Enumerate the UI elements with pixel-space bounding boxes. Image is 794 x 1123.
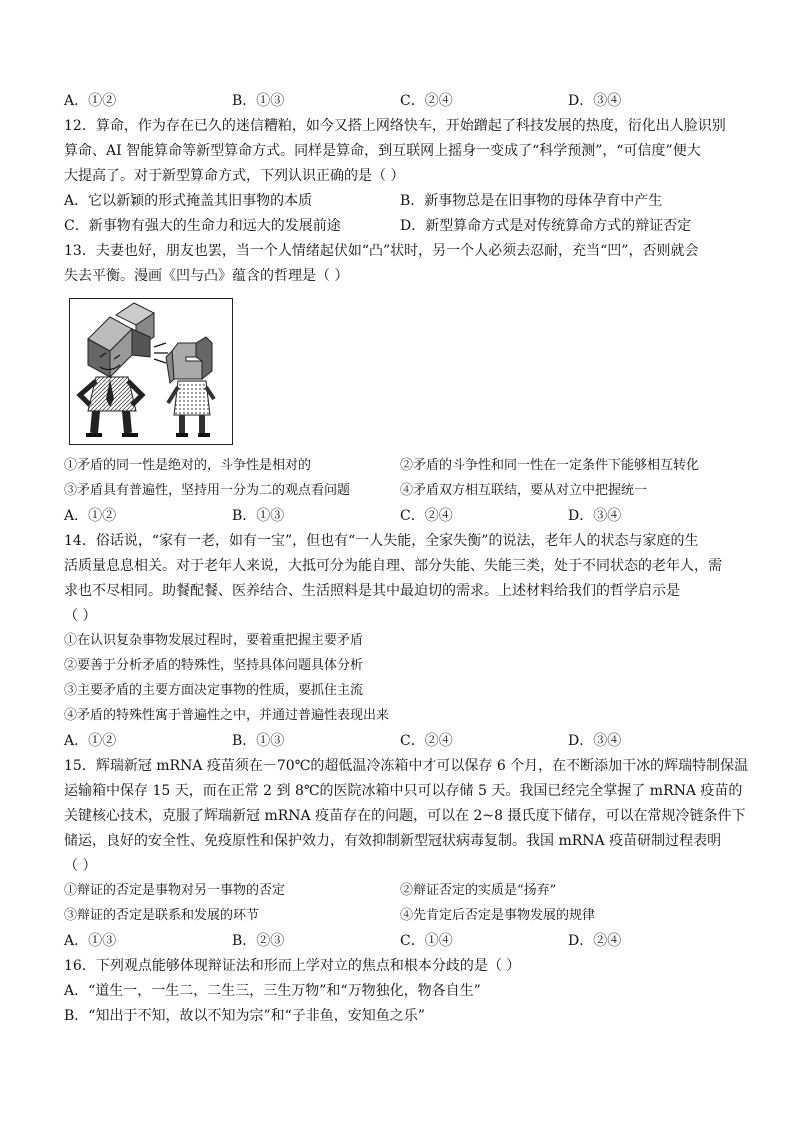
- q16-option-b[interactable]: B．“知出于不知，故以不知为宗”和“子非鱼，安知鱼之乐”: [64, 1008, 425, 1024]
- q12-options-row-1: [64, 191, 744, 211]
- option-a[interactable]: A．①②: [64, 508, 117, 524]
- option-c[interactable]: C．②④: [400, 508, 453, 524]
- statement-1: ①矛盾的同一性是绝对的，斗争性是相对的: [64, 458, 312, 473]
- option-b[interactable]: B．②③: [232, 933, 285, 949]
- q12-stem-line-1: 12．算命，作为存在已久的迷信糟粕，如今又搭上网络快车，开始蹭起了科技发展的热度，衍化出人脸识别: [64, 118, 726, 134]
- option-b[interactable]: B．①③: [232, 93, 285, 109]
- q13-stem-line-1: 13．夫妻也好，朋友也罢，当一个人情绪起伏如“凸”状时，另一个人必须去忍耐，充当“凹”，否则就会: [64, 243, 699, 259]
- q13-statements-row-1: [64, 456, 744, 476]
- q13-stem-line-2: 失去平衡。漫画《凹与凸》蕴含的哲理是（ ）: [64, 268, 349, 284]
- q14-statement-1: ①在认识复杂事物发展过程时，要着重把握主要矛盾: [64, 633, 364, 648]
- q14-statement-2: ②要善于分析矛盾的特殊性，坚持具体问题具体分析: [64, 658, 364, 673]
- q15-statements-row-2: [64, 906, 744, 926]
- option-a[interactable]: A．①②: [64, 93, 117, 109]
- q11-options: [64, 91, 744, 111]
- q13-statements-row-2: [64, 481, 744, 501]
- q14-statement-4: ④矛盾的特殊性寓于普遍性之中，并通过普遍性表现出来: [64, 708, 390, 723]
- statement-2: ②辩证否定的实质是“扬弃”: [400, 883, 557, 898]
- option-b[interactable]: B．新事物总是在旧事物的母体孕育中产生: [400, 193, 663, 209]
- option-d[interactable]: D．③④: [568, 733, 622, 749]
- option-a[interactable]: A．它以新颖的形式掩盖其旧事物的本质: [64, 193, 313, 209]
- option-b[interactable]: B．①③: [232, 733, 285, 749]
- option-d[interactable]: D．②④: [568, 933, 622, 949]
- cartoon-concave-convex: [69, 298, 233, 445]
- option-a[interactable]: A．①②: [64, 733, 117, 749]
- statement-2: ②矛盾的斗争性和同一性在一定条件下能够相互转化: [400, 458, 700, 473]
- option-c[interactable]: C．①④: [400, 933, 453, 949]
- q14-statement-3: ③主要矛盾的主要方面决定事物的性质，要抓住主流: [64, 683, 364, 698]
- q14-stem-line-3: 求也不尽相同。助餐配餐、医养结合、生活照料是其中最迫切的需求。上述材料给我们的哲学启示是: [64, 583, 680, 599]
- q14-stem-line-1: 14．俗话说，“家有一老，如有一宝”，但也有“一人失能，全家失衡”的说法，老年人的状态与家庭的生: [64, 533, 699, 549]
- q15-options: [64, 931, 744, 951]
- statement-1: ①辩证的否定是事物对另一事物的否定: [64, 883, 286, 898]
- statement-3: ③辩证的否定是联系和发展的环节: [64, 908, 260, 923]
- q15-stem-line-2: 运输箱中保存 15 天，而在正常 2 到 8℃的医院冰箱中只可以存储 5 天。我国已经完全掌握了 mRNA 疫苗的: [64, 783, 743, 799]
- statement-4: ④先肯定后否定是事物发展的规律: [400, 908, 596, 923]
- q15-stem-line-3: 关键核心技术，克服了辉瑞新冠 mRNA 疫苗存在的问题，可以在 2~8 摄氏度下储存，可以在常规冷链条件下: [64, 808, 746, 824]
- q12-stem-line-2: 算命、AI 智能算命等新型算命方式。同样是算命，到互联网上摇身一变成了“科学预测”，“可信度”便大: [64, 143, 701, 159]
- q12-stem-line-3: 大提高了。对于新型算命方式，下列认识正确的是（ ）: [64, 168, 405, 184]
- option-c[interactable]: C．②④: [400, 93, 453, 109]
- option-d[interactable]: D．③④: [568, 508, 622, 524]
- q16-stem-line-1: 16．下列观点能够体现辩证法和形而上学对立的焦点和根本分歧的是（ ）: [64, 958, 521, 974]
- q15-stem-line-4: 储运，良好的安全性、免疫原性和保护效力，有效抑制新型冠状病毒复制。我国 mRNA 疫苗研制过程表明: [64, 833, 722, 849]
- option-a[interactable]: A．①③: [64, 933, 117, 949]
- q16-option-a[interactable]: A．“道生一，一生二，二生三，三生万物”和“万物独化，物各自生”: [64, 983, 481, 999]
- option-c[interactable]: C．②④: [400, 733, 453, 749]
- q13-options: [64, 506, 744, 526]
- cartoon-illustration: [70, 299, 231, 443]
- q14-options: [64, 731, 744, 751]
- option-d[interactable]: D．③④: [568, 93, 622, 109]
- q15-stem-line-5: （ ）: [64, 858, 97, 874]
- q15-statements-row-1: [64, 881, 744, 901]
- statement-4: ④矛盾双方相互联结，要从对立中把握统一: [400, 483, 648, 498]
- q14-stem-line-4: （ ）: [64, 608, 97, 624]
- statement-3: ③矛盾具有普遍性，坚持用一分为二的观点看问题: [64, 483, 351, 498]
- q12-options-row-2: [64, 216, 744, 236]
- option-c[interactable]: C．新事物有强大的生命力和远大的发展前途: [64, 218, 341, 234]
- q15-stem-line-1: 15．辉瑞新冠 mRNA 疫苗须在－70℃的超低温冷冻箱中才可以保存 6 个月，在不断添加干冰的辉瑞特制保温: [64, 758, 749, 774]
- option-d[interactable]: D．新型算命方式是对传统算命方式的辩证否定: [400, 218, 692, 234]
- option-b[interactable]: B．①③: [232, 508, 285, 524]
- q14-stem-line-2: 活质量息息相关。对于老年人来说，大抵可分为能自理、部分失能、失能三类，处于不同状态的老年人，需: [64, 558, 722, 574]
